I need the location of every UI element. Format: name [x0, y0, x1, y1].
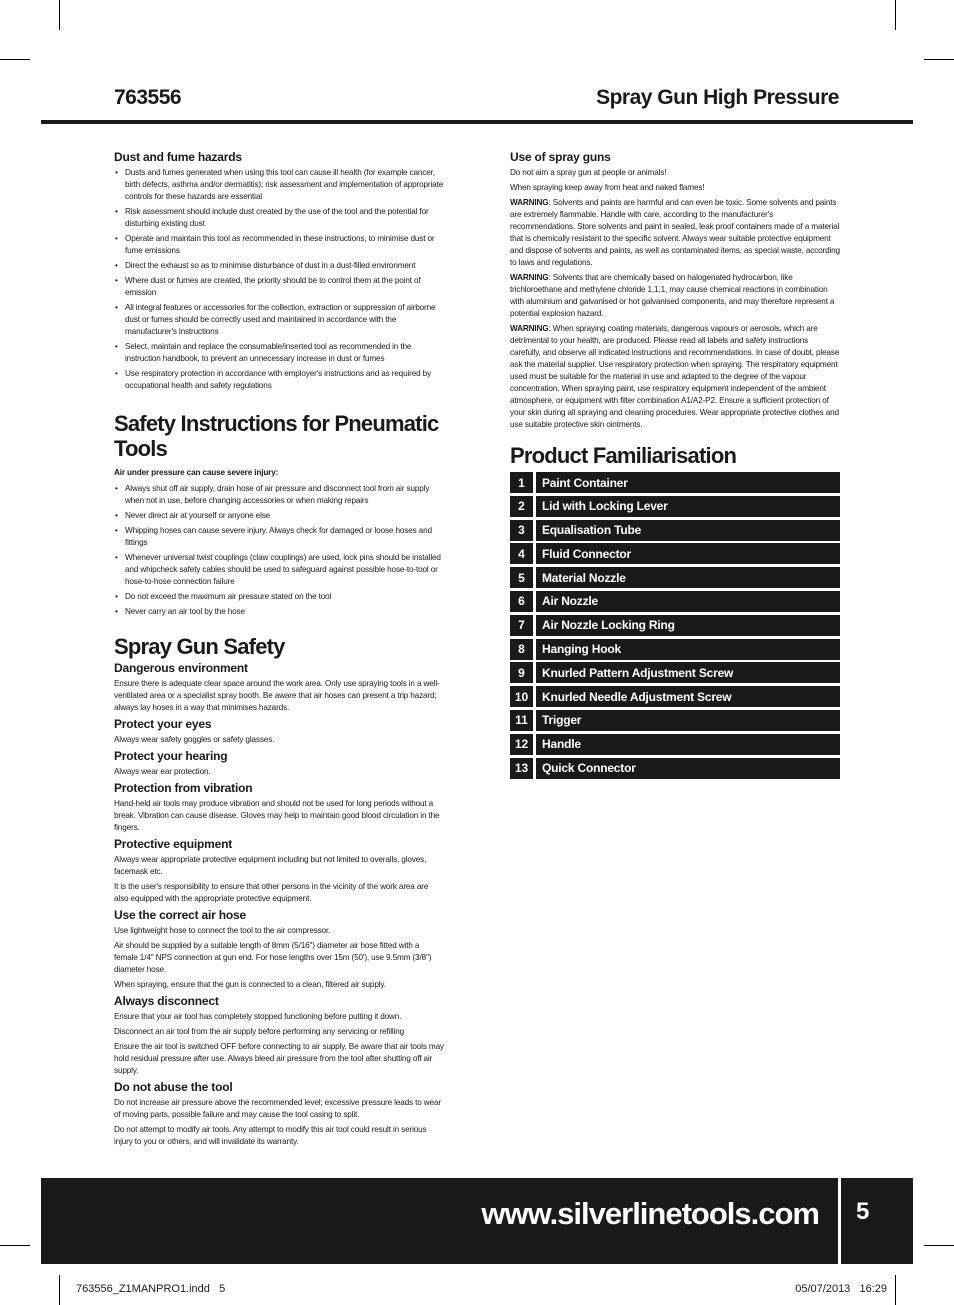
part-row	[510, 520, 840, 541]
section-title: Always disconnect	[114, 994, 219, 1008]
pneumatic-list	[114, 483, 444, 618]
list-item: • Never carry an air tool by the hose	[114, 606, 444, 618]
parts-list	[510, 472, 840, 779]
part-number: 1	[510, 472, 533, 493]
part-number: 10	[510, 686, 533, 707]
list-item: • Where dust or fumes are created, the priority should be to control them at the point of emission	[114, 275, 444, 299]
part-number: 2	[510, 496, 533, 517]
use-text: When spraying keep away from heat and naked flames!	[510, 183, 705, 192]
section-text: Hand-held air tools may produce vibration and should not be used for long periods without a break. Vibration can cause disease. Gloves may help to maintain good blood circulation in the fingers.	[114, 799, 440, 832]
list-item: • Use respiratory protection in accordance with employer's instructions and as required by occupational health and safety regulations	[114, 368, 444, 392]
part-row	[510, 686, 840, 707]
right-column	[510, 150, 840, 781]
part-name: Air Nozzle	[536, 591, 840, 612]
warning-text	[510, 323, 840, 431]
page-number: 5	[856, 1198, 870, 1225]
website-url: www.silverlinetools.com	[481, 1196, 819, 1231]
part-row	[510, 567, 840, 588]
section-title: Protection from vibration	[114, 781, 253, 795]
part-number: 4	[510, 543, 533, 564]
part-name: Air Nozzle Locking Ring	[536, 615, 840, 636]
part-number: 3	[510, 520, 533, 541]
use-heading: Use of spray guns	[510, 150, 611, 164]
crop-mark	[895, 1275, 896, 1305]
part-row	[510, 734, 840, 755]
list-item: • Always shut off air supply, drain hose of air pressure and disconnect tool from air supply when not in use, before changing accessories or when making repairs	[114, 483, 444, 507]
section-text: Air should be supplied by a suitable length of 8mm (5/16") diameter air hose fitted with a female 1/4" NPS connection at gun end. For hose lengths over 15m (50'), use 9.5mm (3/8") diameter hose.	[114, 941, 432, 974]
crop-mark	[0, 59, 30, 60]
list-item: • Never direct air at yourself or anyone else	[114, 510, 444, 522]
section-title: Protect your eyes	[114, 717, 212, 731]
warning-text	[510, 272, 840, 320]
section-text: Always wear ear protection.	[114, 767, 211, 776]
dust-list	[114, 167, 444, 392]
section-title: Protect your hearing	[114, 749, 228, 763]
part-number: 7	[510, 615, 533, 636]
list-item: • Do not exceed the maximum air pressure stated on the tool	[114, 591, 444, 603]
left-column	[114, 150, 444, 1151]
section-text: Ensure that your air tool has completely stopped functioning before putting it down.	[114, 1012, 402, 1021]
crop-mark	[895, 0, 896, 30]
slug-date: 05/07/2013 16:29	[795, 1283, 887, 1295]
section-title: Dangerous environment	[114, 661, 248, 675]
part-name: Lid with Locking Lever	[536, 496, 840, 517]
part-row	[510, 662, 840, 683]
crop-mark	[59, 1275, 60, 1305]
part-row	[510, 615, 840, 636]
crop-mark	[924, 1245, 954, 1246]
warning-label: WARNING	[510, 273, 549, 282]
section-title: Use the correct air hose	[114, 908, 246, 922]
section-title: Do not abuse the tool	[114, 1080, 233, 1094]
warning-body: : Solvents that are chemically based on halogenated hydrocarbon, like trichloroethane and methylene chloride 1,1,1, may cause chemical reactions in combination with aluminium and galvanised or hot galvanised components, and may therefore represent a potential explosion hazard.	[510, 273, 835, 318]
part-name: Fluid Connector	[536, 543, 840, 564]
part-number: 13	[510, 758, 533, 779]
warning-label: WARNING	[510, 324, 549, 333]
part-row	[510, 543, 840, 564]
warning-text	[510, 197, 840, 269]
part-row	[510, 758, 840, 779]
list-item: • Risk assessment should include dust created by the use of the tool and the potential for disturbing existing dust	[114, 206, 444, 230]
section-text: Do not increase air pressure above the recommended level; excessive pressure leads to wear of moving parts, possible failure and may cause the tool casing to split.	[114, 1098, 441, 1119]
part-name: Knurled Pattern Adjustment Screw	[536, 662, 840, 683]
part-name: Handle	[536, 734, 840, 755]
warning-body: : Solvents and paints are harmful and can even be toxic. Some solvents and paints are extremely flammable. Handle with care, according to the manufacturer's recommendations. Store solvents and paint in sealed, leak proof containers made of a material that is chemically resistant to the specific solvent. Always wear suitable protective equipment and dispose of solvents and paints, as well as contaminated items, as special waste, according to laws and regulations.	[510, 198, 840, 267]
pneumatic-note: Air under pressure can cause severe injury:	[114, 468, 279, 477]
part-row	[510, 639, 840, 660]
part-number: 5	[510, 567, 533, 588]
spray-safety-heading: Spray Gun Safety	[114, 634, 285, 659]
list-item: • Operate and maintain this tool as recommended in these instructions, to minimise dust or fume emissions	[114, 233, 444, 257]
part-number: 11	[510, 710, 533, 731]
part-row	[510, 496, 840, 517]
page-title: Spray Gun High Pressure	[596, 86, 839, 109]
section-title: Protective equipment	[114, 837, 233, 851]
crop-mark	[0, 1245, 30, 1246]
section-text: Always wear safety goggles or safety glasses.	[114, 735, 275, 744]
warning-body: : When spraying coating materials, dangerous vapours or aerosols, which are detrimental to your health, are produced. Please read all labels and safety instructions carefully, and observe all indicated instructions and recommendations. In case of doubt, please ask the material supplier. Use respiratory protection when spraying. The respiratory equipment used must be suitable for the material in use and adapted to the degree of the vapour concentration. When spraying paint, use respiratory equipment independent of the ambient atmosphere, or equipment with filter combination A1/A2-P2. Ensure a sufficient protection of your skin during all spraying and cleaning procedures. Wear appropriate protective clothes and use suitable protective skin ointments.	[510, 324, 840, 429]
familiarisation-heading: Product Familiarisation	[510, 443, 737, 468]
crop-mark	[924, 59, 954, 60]
footer-bar	[41, 1178, 913, 1264]
use-text: Do not aim a spray gun at people or animals!	[510, 168, 667, 177]
product-code: 763556	[114, 86, 182, 109]
part-name: Material Nozzle	[536, 567, 840, 588]
part-name: Paint Container	[536, 472, 840, 493]
dust-heading: Dust and fume hazards	[114, 150, 242, 164]
part-name: Equalisation Tube	[536, 520, 840, 541]
section-text: Ensure the air tool is switched OFF before connecting to air supply. Be aware that air tools may hold residual pressure after use. Always bleed air pressure from the tool after shutting off air supply.	[114, 1042, 444, 1075]
list-item: • Dusts and fumes generated when using this tool can cause ill health (for example cancer, birth defects, asthma and/or dermatitis); risk assessment and implementation of appropriate controls for these hazards are essential	[114, 167, 444, 203]
section-text: Always wear appropriate protective equipment including but not limited to overalls, gloves, facemask etc.	[114, 855, 427, 876]
part-name: Hanging Hook	[536, 639, 840, 660]
section-text: Disconnect an air tool from the air supply before performing any servicing or refilling	[114, 1027, 405, 1036]
list-item: • Select, maintain and replace the consumable/inserted tool as recommended in the instruction handbook, to prevent an unnecessary increase in dust or fumes	[114, 341, 444, 365]
footer-divider	[838, 1178, 841, 1264]
section-text: It is the user's responsibility to ensure that other persons in the vicinity of the work area are also equipped with the appropriate protective equipment.	[114, 882, 429, 903]
part-name: Knurled Needle Adjustment Screw	[536, 686, 840, 707]
section-text: Use lightweight hose to connect the tool to the air compressor.	[114, 926, 331, 935]
part-number: 12	[510, 734, 533, 755]
part-row	[510, 472, 840, 493]
warning-label: WARNING	[510, 198, 549, 207]
slug-filename: 763556_Z1MANPRO1.indd 5	[76, 1283, 226, 1295]
part-row	[510, 591, 840, 612]
part-name: Trigger	[536, 710, 840, 731]
part-number: 9	[510, 662, 533, 683]
header-rule	[41, 120, 913, 124]
part-number: 6	[510, 591, 533, 612]
list-item: • Whipping hoses can cause severe injury. Always check for damaged or loose hoses and fittings	[114, 525, 444, 549]
list-item: • Whenever universal twist couplings (claw couplings) are used, lock pins should be installed and whipcheck safety cables should be used to safeguard against possible hose-to-tool or hose-to-hose connection failure	[114, 552, 444, 588]
section-text: Ensure there is adequate clear space around the work area. Only use spraying tools in a well-ventilated area or a specialist spray booth. Be aware that air hoses can present a trip hazard; always lay hoses in a way that minimises hazards.	[114, 679, 440, 712]
part-row	[510, 710, 840, 731]
section-text: Do not attempt to modify air tools. Any attempt to modify this air tool could result in serious injury to you or others, and will invalidate its warranty.	[114, 1125, 427, 1146]
section-text: When spraying, ensure that the gun is connected to a clean, filtered air supply.	[114, 980, 386, 989]
pneumatic-heading: Safety Instructions for Pneumatic Tools	[114, 411, 439, 461]
crop-mark	[59, 0, 60, 30]
list-item: • All integral features or accessories for the collection, extraction or suppression of airborne dust or fumes should be correctly used and maintained in accordance with the manufacturer's instructions	[114, 302, 444, 338]
list-item: • Direct the exhaust so as to minimise disturbance of dust in a dust-filled environment	[114, 260, 444, 272]
part-number: 8	[510, 639, 533, 660]
part-name: Quick Connector	[536, 758, 840, 779]
